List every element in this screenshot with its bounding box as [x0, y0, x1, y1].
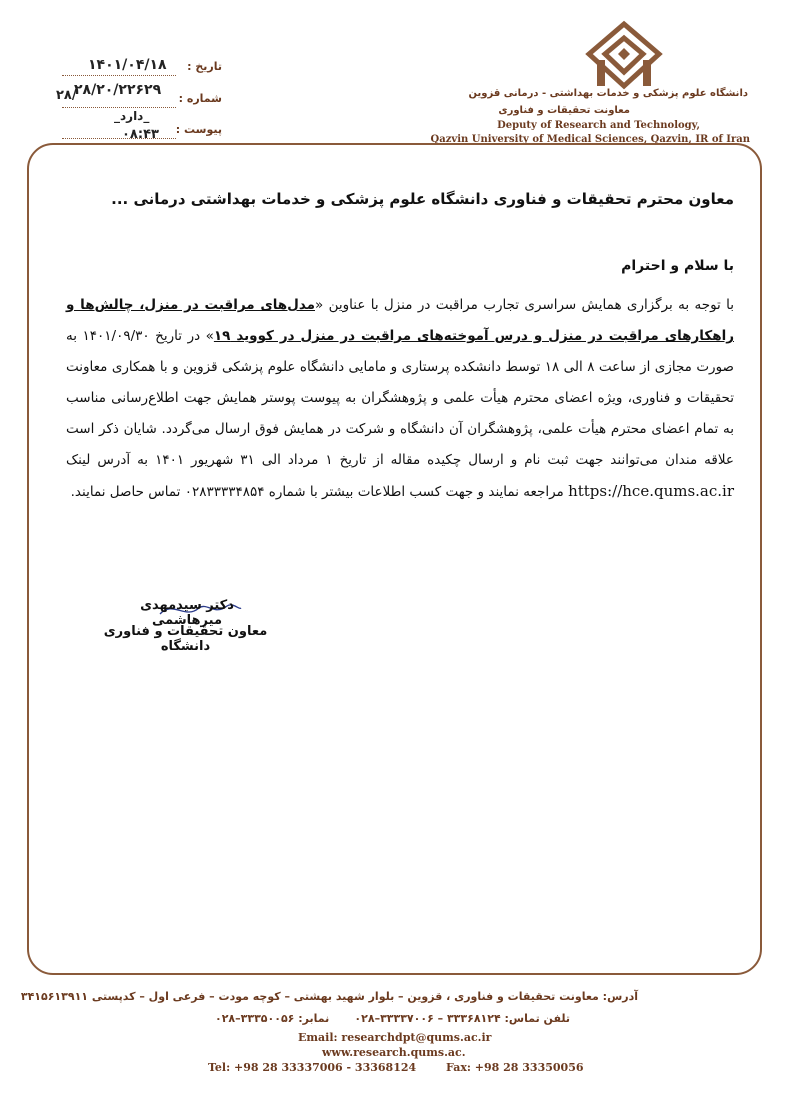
department-name-fa: معاونت تحقیقات و فناوری: [498, 105, 630, 116]
date-dotted-line: [62, 75, 176, 76]
registration-link[interactable]: https://hce.qums.ac.ir: [568, 482, 734, 500]
signatory-name: دکتر سیدمهدی میرهاشمی: [140, 598, 234, 628]
university-logo-icon: [585, 20, 663, 90]
attachment-label: پیوست :: [175, 123, 222, 136]
recipient-line: معاون محترم تحقیقات و فناوری دانشگاه علوم پزشکی و خدمات بهداشتی درمانی ...: [111, 190, 734, 208]
deputy-name-en: Deputy of Research and Technology,: [497, 120, 700, 131]
salutation: با سلام و احترام: [621, 258, 734, 274]
footer-phone-fa: تلفن تماس: ۳۳۳۶۸۱۲۴ – ۳۳۳۳۷۰۰۶–۰۲۸: [354, 1012, 570, 1025]
body-intro: با توجه به برگزاری همایش سراسری تجارب مراقبت در منزل با عناوین «: [315, 297, 735, 313]
body-closing: مراجعه نمایند و جهت کسب اطلاعات بیشتر با شماره ۰۲۸۳۳۳۳۴۸۵۴ تماس حاصل نمایند.: [70, 484, 564, 500]
signatory-title: معاون تحقیقات و فناوری دانشگاه: [103, 624, 268, 654]
footer-tel-en: Tel: +98 28 33337006 - 33368124: [208, 1061, 417, 1074]
footer-address: آدرس: معاونت تحقیقات و فناوری ، قزوین – بلوار شهید بهشتی – کوچه مودت – فرعی اول – کدپستی ۳۴۱۵۶۱۳۹۱۱: [20, 990, 638, 1003]
letter-body: [66, 290, 734, 508]
conference-titles: مدل‌های مراقبت در منزل، چالش‌ها و راهکارهای مراقبت در منزل و درس آموخته‌های مراقبت در منزل در کووید ۱۹: [66, 297, 734, 344]
attachment-row: [62, 109, 222, 145]
number-dotted-line: [62, 107, 176, 108]
footer-email[interactable]: Email: researchdpt@qums.ac.ir: [298, 1031, 492, 1044]
footer-fax-fa: نمابر: ۳۳۳۵۰۰۵۶–۰۲۸: [215, 1012, 330, 1025]
date-value: ۱۴۰۱/۰۴/۱۸: [88, 57, 167, 73]
footer-website[interactable]: www.research.qums.ac.: [322, 1046, 466, 1059]
number-value: ۲۸/۲۰/۲۲۶۲۹: [74, 82, 162, 98]
university-name-en: Qazvin University of Medical Sciences, Qazvin, IR of Iran: [430, 134, 750, 145]
university-name-fa: دانشگاه علوم پزشکی و خدمات بهداشتی - درمانی قزوین: [468, 88, 748, 99]
time-value: ۰۸:۴۳: [122, 127, 159, 142]
footer-fax-en: Fax: +98 28 33350056: [446, 1061, 584, 1074]
attachment-value: _دارد_: [114, 109, 150, 123]
date-row: [62, 57, 222, 82]
number-label: شماره :: [178, 92, 222, 105]
number-prefix: ۲۸/: [56, 88, 77, 103]
date-label: تاریخ :: [187, 60, 222, 73]
body-main: » در تاریخ ۱۴۰۱/۰۹/۳۰ به صورت مجازی از ساعت ۸ الی ۱۸ توسط دانشکده پرستاری و مامایی دانشگاه علوم پزشکی قزوین و با همکاری معاونت تحقیقات و فناوری، ویژه اعضای محترم هیأت علمی و پژوهشگران به پیوست پوستر همایش جهت اطلاع‌رسانی مناسب به تمام اعضای محترم هیأت علمی، پژوهشگران آن دانشگاه و شرکت در همایش فوق ارسال می‌گردد. شایان ذکر است علاقه مندان می‌توانند جهت ثبت نام و ارسال چکیده مقاله از تاریخ ۱ مرداد الی ۳۱ شهریور ۱۴۰۱ به آدرس لینک: [66, 328, 735, 468]
